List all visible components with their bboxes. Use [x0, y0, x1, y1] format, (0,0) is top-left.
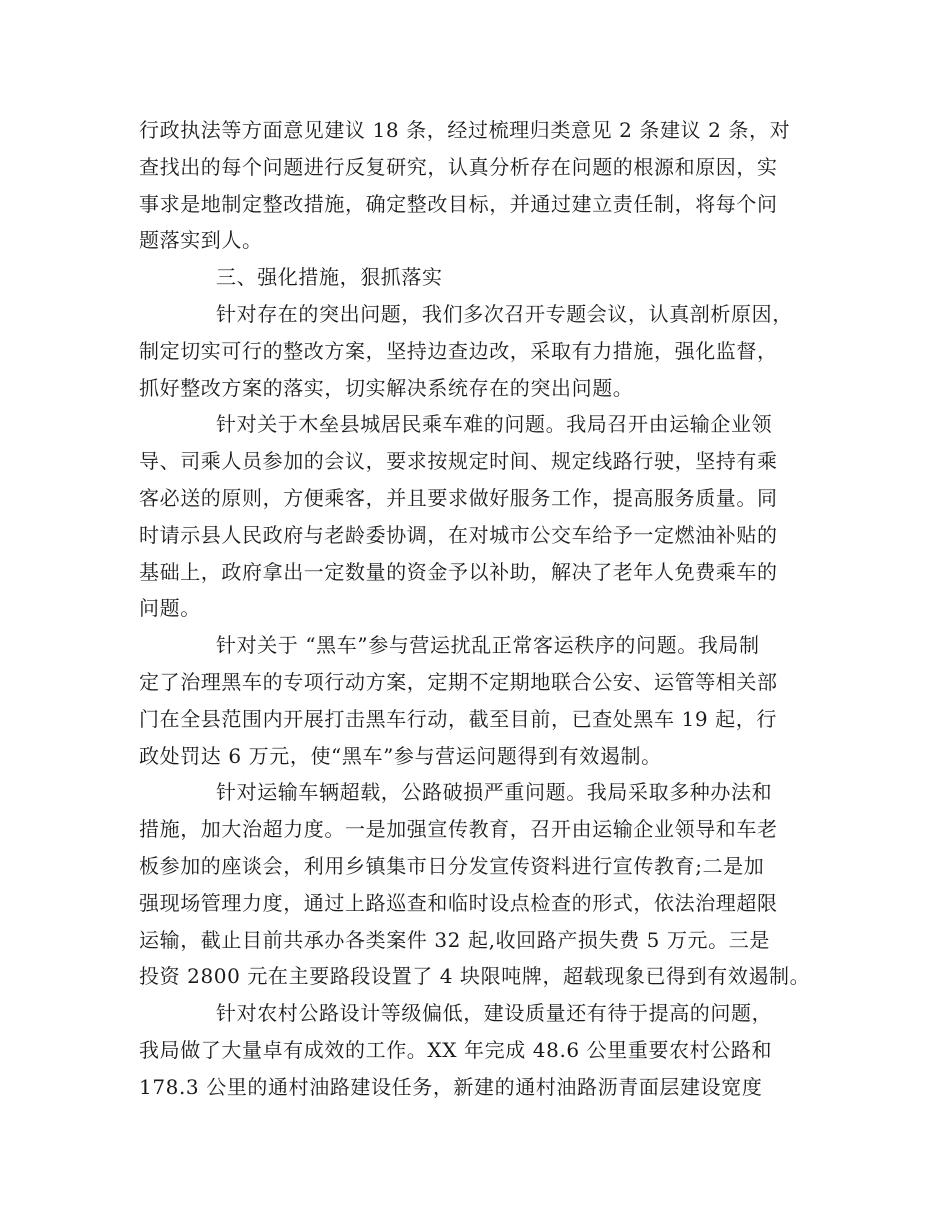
text-line: 基础上，政府拿出一定数量的资金予以补助，解决了老年人免费乘车的	[139, 559, 778, 584]
text-line: 178.3 公里的通村油路建设任务，新建的通村油路沥青面层建设宽度	[139, 1074, 763, 1099]
text-line: 针对农村公路设计等级偏低，建设质量还有待于提高的问题，	[216, 1001, 773, 1026]
text-line: 板参加的座谈会，利用乡镇集市日分发宣传资料进行宣传教育;二是加	[139, 853, 765, 878]
text-line: 导、司乘人员参加的会议，要求按规定时间、规定线路行驶，坚持有乘	[139, 449, 778, 474]
text-line: 强现场管理力度，通过上路巡查和临时设点检查的形式，依法治理超限	[139, 890, 778, 915]
text-line: 制定切实可行的整改方案，坚持边查边改，采取有力措施，强化监督，	[139, 338, 778, 363]
text-line: 针对运输车辆超载，公路破损严重问题。我局采取多种办法和	[216, 780, 773, 805]
text-line: 问题。	[139, 596, 201, 621]
text-line: 门在全县范围内开展打击黑车行动，截至目前，已查处黑车 19 起，行	[139, 706, 777, 731]
text-line: 措施，加大治超力度。一是加强宣传教育，召开由运输企业领导和车老	[139, 817, 778, 842]
text-line: 定了治理黑车的专项行动方案，定期不定期地联合公安、运管等相关部	[139, 669, 778, 694]
text-line: 客必送的原则，方便乘客，并且要求做好服务工作，提高服务质量。同	[139, 485, 778, 510]
text-line: 三、强化措施，狠抓落实	[216, 265, 443, 290]
text-line: 投资 2800 元在主要路段设置了 4 块限吨牌，超载现象已得到有效遏制。	[139, 964, 811, 989]
text-line: 题落实到人。	[139, 228, 263, 253]
text-line: 抓好整改方案的落实，切实解决系统存在的突出问题。	[139, 375, 634, 400]
text-line: 查找出的每个问题进行反复研究，认真分析存在问题的根源和原因，实	[139, 154, 778, 179]
text-line: 我局做了大量卓有成效的工作。XX 年完成 48.6 公里重要农村公路和	[139, 1037, 773, 1062]
text-line: 政处罚达 6 万元，使“黑车”参与营运问题得到有效遏制。	[139, 743, 662, 768]
text-line: 针对存在的突出问题，我们多次召开专题会议，认真剖析原因，	[216, 301, 793, 326]
text-line: 时请示县人民政府与老龄委协调，在对城市公交车给予一定燃油补贴的	[139, 522, 778, 547]
text-line: 针对关于 “黑车”参与营运扰乱正常客运秩序的问题。我局制	[216, 633, 760, 658]
text-line: 事求是地制定整改措施，确定整改目标，并通过建立责任制，将每个问	[139, 191, 778, 216]
text-line: 针对关于木垒县城居民乘车难的问题。我局召开由运输企业领	[216, 412, 773, 437]
text-line: 行政执法等方面意见建议 18 条，经过梳理归类意见 2 条建议 2 条，对	[139, 118, 791, 142]
text-line: 运输，截止目前共承办各类案件 32 起,收回路产损失费 5 万元。三是	[139, 927, 770, 952]
document-body	[139, 112, 829, 1106]
